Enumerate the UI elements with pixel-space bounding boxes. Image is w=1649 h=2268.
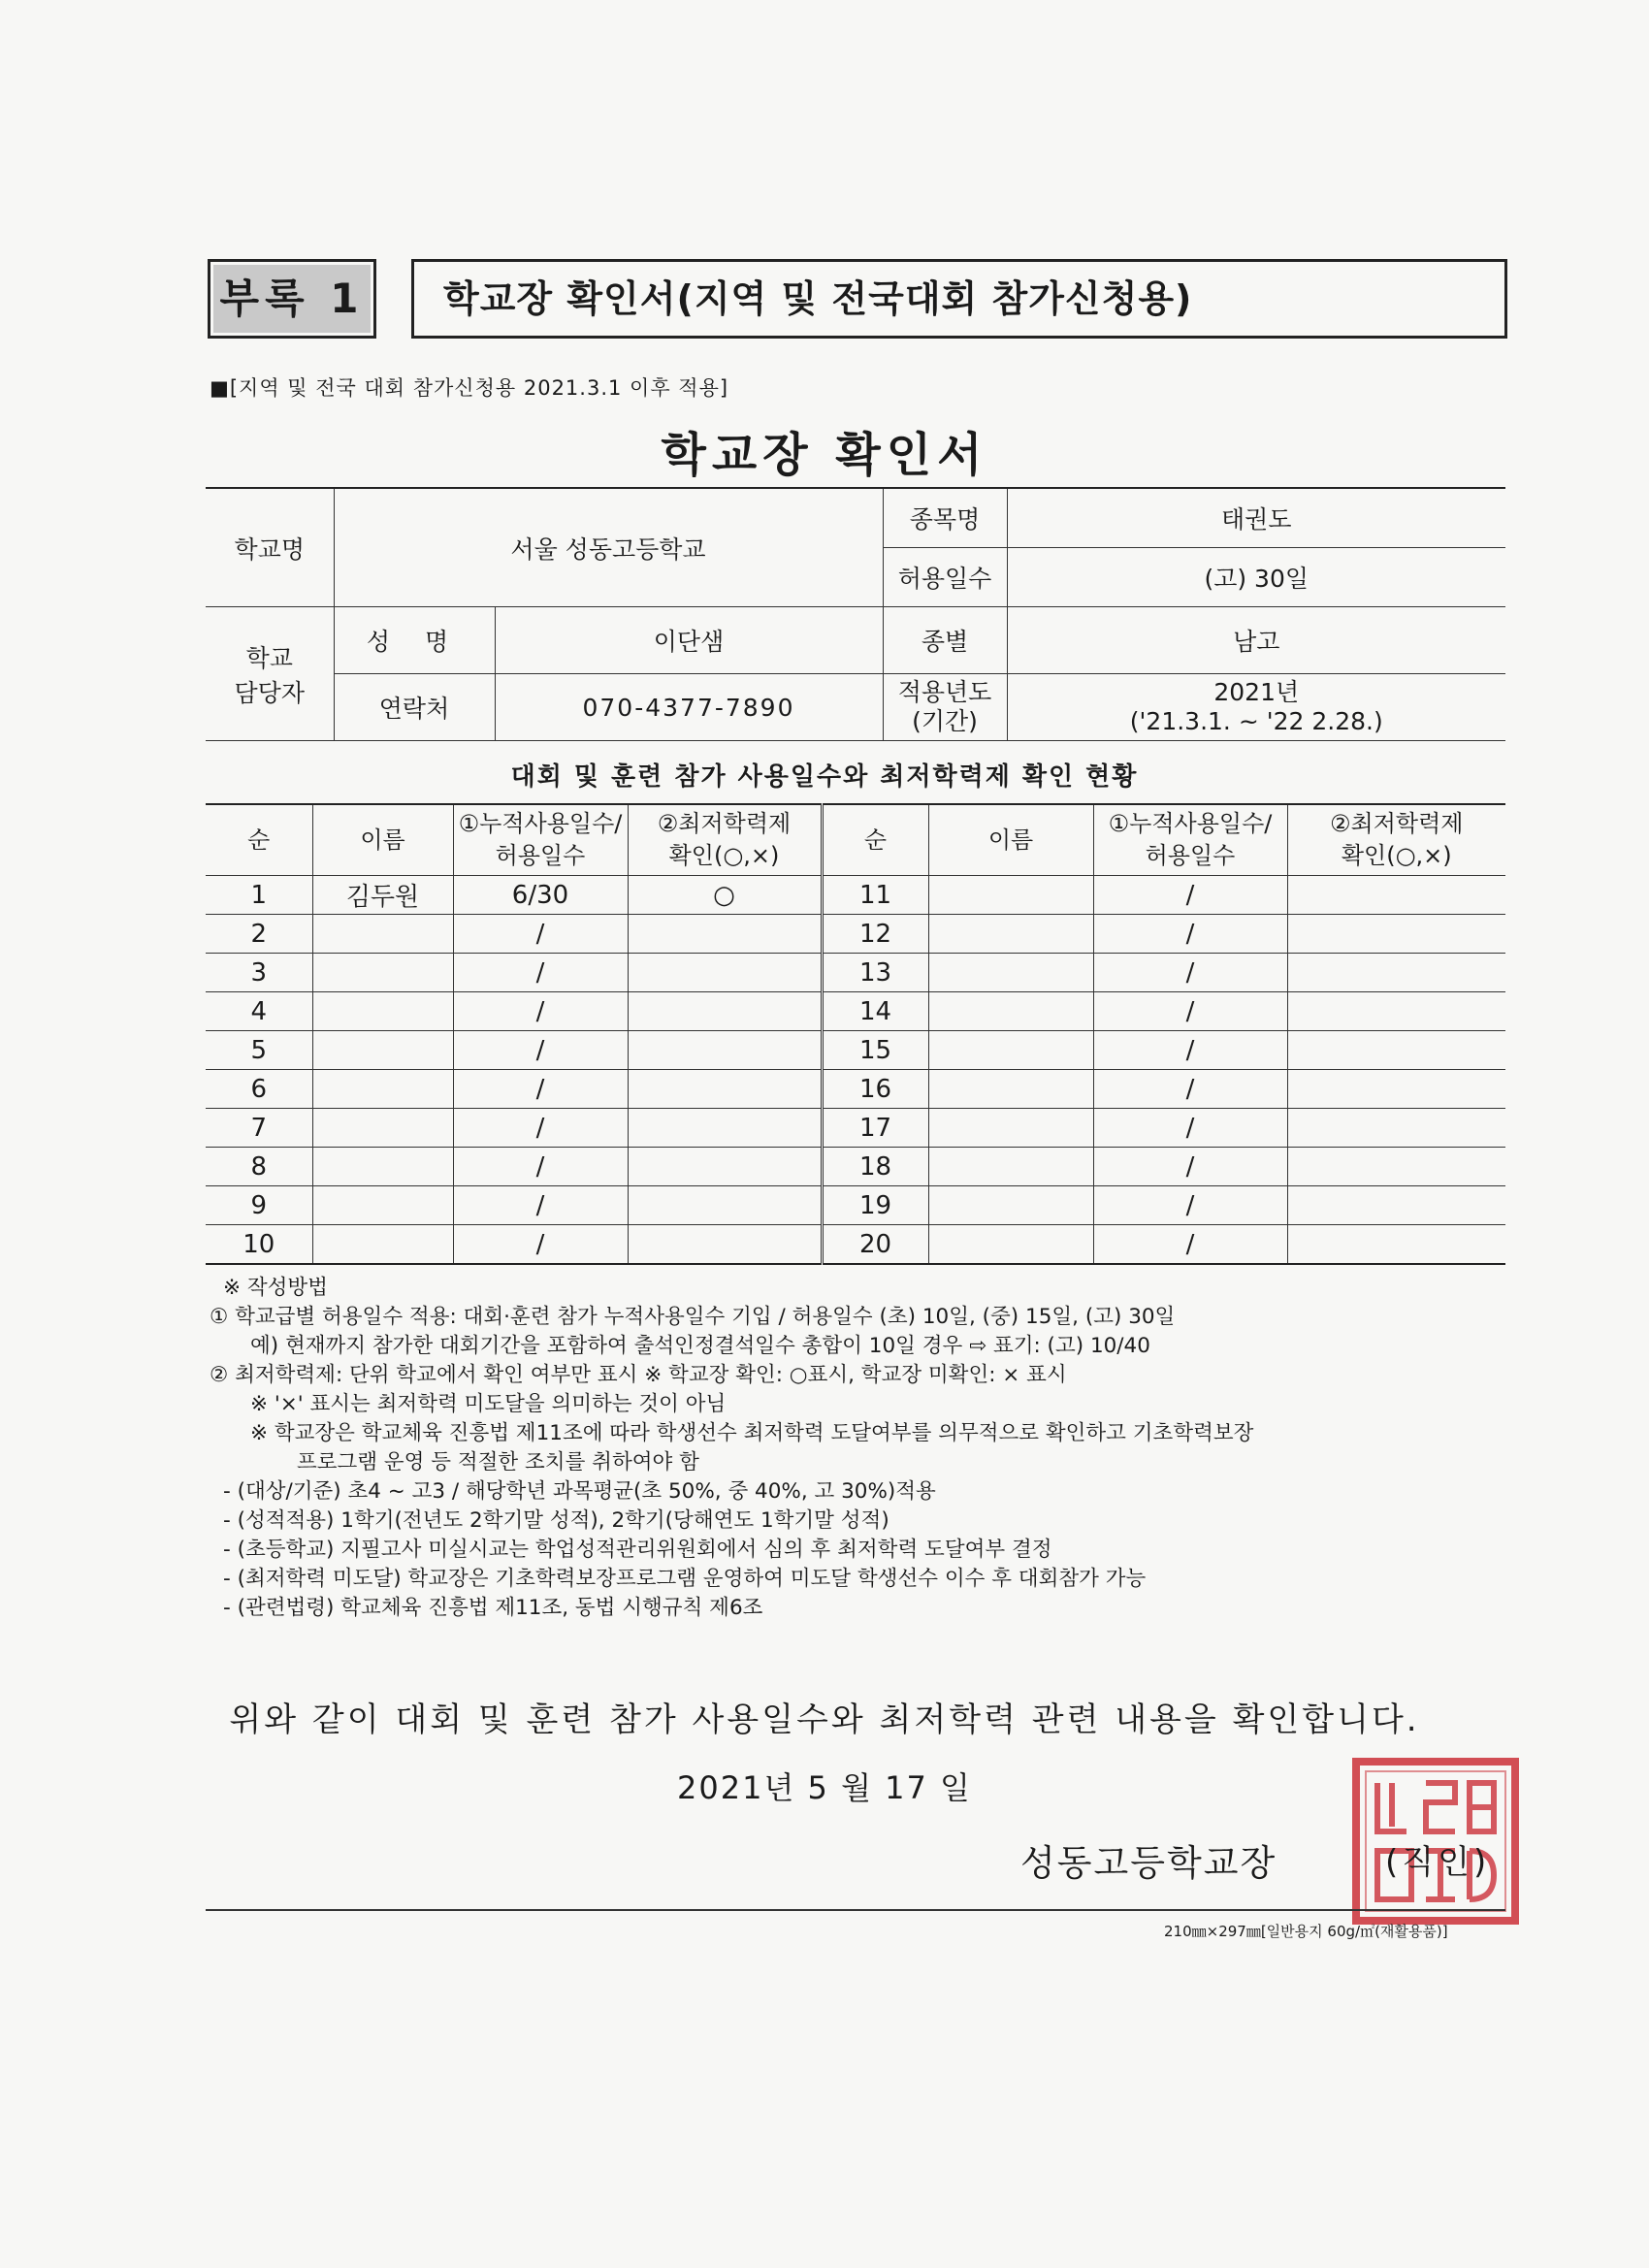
- header-no-left: 순: [206, 804, 312, 876]
- row-check: [1287, 1070, 1505, 1109]
- allowed-days-value: (고) 30일: [1007, 548, 1505, 607]
- instruction-line: ① 학교급별 허용일수 적용: 대회·훈련 참가 누적사용일수 기입 / 허용일수 (초) 10일, (중) 15일, (고) 30일: [210, 1305, 1176, 1329]
- paper-spec-note: 210㎜×297㎜[일반용지 60g/㎡(재활용품)]: [1164, 1923, 1448, 1940]
- header-days-left-line1: ①누적사용일수/: [458, 810, 623, 837]
- row-no: 16: [822, 1070, 928, 1109]
- header-days-right-line2: 허용일수: [1145, 842, 1236, 869]
- table-row: [206, 915, 1505, 954]
- participation-status-table: [206, 803, 1505, 1265]
- header-check-left-line1: ②최저학력제: [657, 810, 792, 837]
- row-days: /: [453, 1225, 628, 1265]
- row-name: [312, 1225, 453, 1265]
- instruction-line: 예) 현재까지 참가한 대회기간을 포함하여 출석인정결석일수 총합이 10일 경우 ⇨ 표기: (고) 10/40: [250, 1334, 1150, 1358]
- page-title: 학교장 확인서: [661, 428, 988, 482]
- row-check: [1287, 1031, 1505, 1070]
- header-days-left-line2: 허용일수: [495, 842, 586, 869]
- row-no: 17: [822, 1109, 928, 1148]
- issue-date: 2021년 5 월 17 일: [677, 1769, 972, 1806]
- table-row: [206, 876, 1505, 915]
- row-days: /: [1093, 1148, 1287, 1186]
- table-row: [206, 1186, 1505, 1225]
- row-name: [928, 1225, 1093, 1265]
- row-days: /: [1093, 876, 1287, 915]
- row-days: /: [453, 1148, 628, 1186]
- table-row: [206, 1070, 1505, 1109]
- row-check: ○: [628, 876, 822, 915]
- row-check: [628, 1070, 822, 1109]
- instruction-line: 프로그램 운영 등 적절한 조치를 취하여야 함: [297, 1450, 699, 1474]
- form-title-box: [411, 259, 1507, 339]
- row-name: [928, 915, 1093, 954]
- row-no: 12: [822, 915, 928, 954]
- school-name-label: 학교명: [206, 488, 334, 607]
- row-check: [1287, 1186, 1505, 1225]
- bottom-divider: [206, 1909, 1505, 1911]
- row-check: [1287, 1225, 1505, 1265]
- row-no: 3: [206, 954, 312, 992]
- row-days: /: [453, 915, 628, 954]
- row-days: /: [453, 992, 628, 1031]
- form-subnote: ■[지역 및 전국 대회 참가신청용 2021.3.1 이후 적용]: [210, 376, 729, 400]
- row-name: [928, 1148, 1093, 1186]
- row-days: /: [1093, 1070, 1287, 1109]
- row-days: /: [1093, 1109, 1287, 1148]
- row-no: 2: [206, 915, 312, 954]
- event-value: 태권도: [1007, 488, 1505, 548]
- header-days-right: [1093, 804, 1287, 876]
- apply-year-label-line2: (기간): [912, 707, 978, 735]
- row-days: 6/30: [453, 876, 628, 915]
- apply-year-value: [1007, 674, 1505, 741]
- instruction-line: - (대상/기준) 초4 ~ 고3 / 해당학년 과목평균(초 50%, 중 40%, 고 30%)적용: [223, 1479, 936, 1504]
- row-no: 1: [206, 876, 312, 915]
- header-days-left: [453, 804, 628, 876]
- row-days: /: [453, 954, 628, 992]
- row-no: 15: [822, 1031, 928, 1070]
- row-days: /: [1093, 1186, 1287, 1225]
- allowed-days-label: 허용일수: [883, 548, 1007, 607]
- row-name: 김두원: [312, 876, 453, 915]
- row-name: [928, 992, 1093, 1031]
- row-name: [928, 1186, 1093, 1225]
- row-no: 20: [822, 1225, 928, 1265]
- row-days: /: [1093, 954, 1287, 992]
- row-check: [1287, 992, 1505, 1031]
- row-name: [312, 1186, 453, 1225]
- apply-year-value-line1: 2021년: [1213, 678, 1300, 706]
- event-label: 종목명: [883, 488, 1007, 548]
- row-days: /: [1093, 915, 1287, 954]
- instruction-line: ② 최저학력제: 단위 학교에서 확인 여부만 표시 ※ 학교장 확인: ○표시, 학교장 미확인: × 표시: [210, 1363, 1067, 1387]
- row-check: [1287, 915, 1505, 954]
- school-info-table: [206, 487, 1505, 741]
- appendix-label-box: [208, 259, 376, 339]
- seal-label: (직인): [1385, 1843, 1491, 1882]
- row-name: [312, 1148, 453, 1186]
- gender-value: 남고: [1007, 607, 1505, 674]
- contact-value: 070-4377-7890: [495, 674, 883, 741]
- manager-label: [206, 607, 334, 741]
- row-no: 7: [206, 1109, 312, 1148]
- row-no: 18: [822, 1148, 928, 1186]
- header-check-right-line1: ②최저학력제: [1330, 810, 1464, 837]
- instruction-line: - (관련법령) 학교체육 진흥법 제11조, 동법 시행규칙 제6조: [223, 1596, 763, 1620]
- row-no: 8: [206, 1148, 312, 1186]
- row-no: 19: [822, 1186, 928, 1225]
- apply-year-period: ('21.3.1. ~ '22 2.28.): [1129, 707, 1383, 735]
- row-check: [628, 915, 822, 954]
- principal-signature: 성동고등학교장: [1020, 1842, 1277, 1884]
- appendix-label: 부록 1: [219, 275, 365, 322]
- header-name-right: 이름: [928, 804, 1093, 876]
- row-name: [312, 1070, 453, 1109]
- row-days: /: [1093, 992, 1287, 1031]
- gender-label: 종별: [883, 607, 1007, 674]
- instruction-line: - (최저학력 미도달) 학교장은 기초학력보장프로그램 운영하여 미도달 학생선수 이수 후 대회참가 가능: [223, 1567, 1147, 1591]
- row-no: 4: [206, 992, 312, 1031]
- row-check: [628, 1186, 822, 1225]
- row-no: 11: [822, 876, 928, 915]
- manager-label-line2: 담당자: [234, 678, 305, 707]
- form-title: 학교장 확인서(지역 및 전국대회 참가신청용): [443, 277, 1193, 320]
- manager-name-label: 성 명: [334, 607, 495, 674]
- row-check: [628, 954, 822, 992]
- row-no: 13: [822, 954, 928, 992]
- row-no: 10: [206, 1225, 312, 1265]
- table-row: [206, 1148, 1505, 1186]
- row-name: [312, 954, 453, 992]
- header-days-right-line1: ①누적사용일수/: [1108, 810, 1273, 837]
- row-check: [628, 1225, 822, 1265]
- instruction-line: ※ '×' 표시는 최저학력 미도달을 의미하는 것이 아님: [250, 1392, 727, 1416]
- instructions-heading: ※ 작성방법: [223, 1276, 328, 1300]
- row-check: [628, 1148, 822, 1186]
- row-name: [928, 1109, 1093, 1148]
- row-no: 14: [822, 992, 928, 1031]
- table-row: [206, 992, 1505, 1031]
- table-row: [206, 1225, 1505, 1265]
- row-no: 5: [206, 1031, 312, 1070]
- writing-instructions: [210, 1274, 1529, 1623]
- header-check-right: [1287, 804, 1505, 876]
- row-name: [312, 1031, 453, 1070]
- row-check: [628, 992, 822, 1031]
- school-name-value: 서울 성동고등학교: [334, 488, 883, 607]
- apply-year-label-line1: 적용년도: [897, 678, 992, 706]
- row-days: /: [1093, 1225, 1287, 1265]
- instruction-line: - (성적적용) 1학기(전년도 2학기말 성적), 2학기(당해연도 1학기말 성적): [223, 1508, 889, 1533]
- row-name: [312, 1109, 453, 1148]
- header-check-left-line2: 확인(○,×): [668, 842, 780, 869]
- row-name: [312, 915, 453, 954]
- apply-year-label: [883, 674, 1007, 741]
- row-days: /: [453, 1031, 628, 1070]
- contact-label: 연락처: [334, 674, 495, 741]
- row-name: [312, 992, 453, 1031]
- instruction-line: ※ 학교장은 학교체육 진흥법 제11조에 따라 학생선수 최저학력 도달여부를 의무적으로 확인하고 기초학력보장: [250, 1421, 1254, 1445]
- manager-name-value: 이단샘: [495, 607, 883, 674]
- row-check: [1287, 954, 1505, 992]
- status-section-title: 대회 및 훈련 참가 사용일수와 최저학력제 확인 현황: [510, 762, 1139, 792]
- row-name: [928, 954, 1093, 992]
- row-name: [928, 1031, 1093, 1070]
- table-row: [206, 1109, 1505, 1148]
- manager-label-line1: 학교: [245, 643, 293, 672]
- row-check: [1287, 1109, 1505, 1148]
- row-check: [1287, 1148, 1505, 1186]
- row-days: /: [1093, 1031, 1287, 1070]
- header-no-right: 순: [822, 804, 928, 876]
- header-check-right-line2: 확인(○,×): [1341, 842, 1452, 869]
- table-row: [206, 954, 1505, 992]
- row-check: [1287, 876, 1505, 915]
- row-name: [928, 876, 1093, 915]
- row-days: /: [453, 1070, 628, 1109]
- row-days: /: [453, 1186, 628, 1225]
- header-check-left: [628, 804, 822, 876]
- row-days: /: [453, 1109, 628, 1148]
- row-no: 9: [206, 1186, 312, 1225]
- instruction-line: - (초등학교) 지필고사 미실시교는 학업성적관리위원회에서 심의 후 최저학력 도달여부 결정: [223, 1538, 1052, 1562]
- row-check: [628, 1031, 822, 1070]
- table-row: [206, 1031, 1505, 1070]
- row-no: 6: [206, 1070, 312, 1109]
- confirmation-statement: 위와 같이 대회 및 훈련 참가 사용일수와 최저학력 관련 내용을 확인합니다.: [229, 1701, 1420, 1739]
- header-name-left: 이름: [312, 804, 453, 876]
- row-name: [928, 1070, 1093, 1109]
- row-check: [628, 1109, 822, 1148]
